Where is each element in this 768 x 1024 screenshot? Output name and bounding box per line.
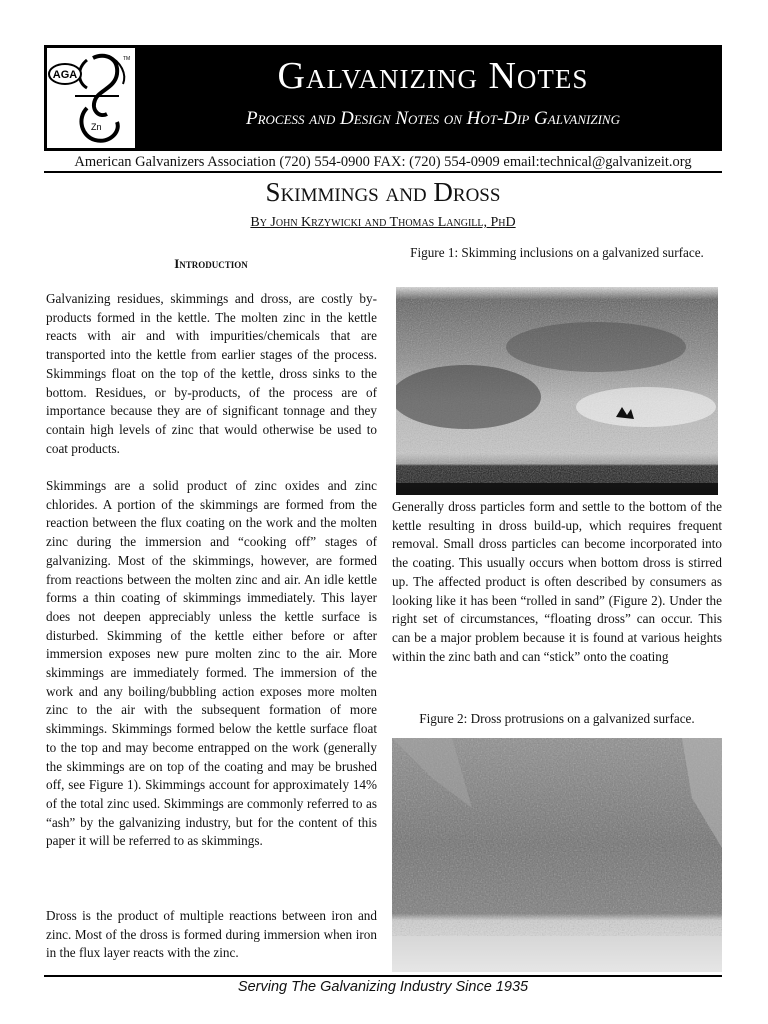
header-banner — [44, 45, 722, 151]
dross-photo-image — [392, 738, 722, 972]
svg-text:AGA: AGA — [52, 69, 78, 81]
skimming-photo-image — [396, 287, 718, 495]
paragraph-dross-continued: Generally dross particles form and settle to the bottom of the kettle resulting in dross build-up, which requires frequent removal. Small dross particles can become incorporated into the coating. This usually occurs when bottom dross is stirred up. The affected product is often described by consumers as looking like it has been “rolled in sand” (Figure 2). Under the right set of circumstances, “floating dross” can occur. This can be a major problem because it is found at various heights within the zinc bath and can “stick” onto the coating — [392, 499, 722, 664]
contact-line: American Galvanizers Association (720) 554-0900 FAX: (720) 554-0909 email:technical@galvanizeit.org — [74, 154, 692, 170]
figure2-caption: Figure 2: Dross protrusions on a galvanized surface. — [419, 711, 695, 726]
newsletter-subtitle: Process and Design Notes on Hot-Dip Galvanizing — [246, 108, 620, 129]
article-byline: By John Krzywicki and Thomas Langill, PhD — [250, 215, 516, 230]
paragraph-intro: Galvanizing residues, skimmings and dross, are costly by-products formed in the kettle. The molten zinc in the kettle reacts with air and with impurities/chemicals that are transported into the kettle from earlier stages of the process. Skimmings float on the top of the kettle, dross sinks to the bottom. Residues, or by-products, of the process are of importance because they are of significant tonnage and they contain high levels of zinc that would otherwise be used to coat products. — [46, 291, 377, 456]
svg-text:TM: TM — [123, 56, 131, 62]
paragraph-dross: Dross is the product of multiple reactions between iron and zinc. Most of the dross is formed during immersion when iron in the flux layer reacts with the zinc. — [46, 908, 377, 961]
article-title: Skimmings and Dross — [265, 177, 501, 207]
figure1-caption: Figure 1: Skimming inclusions on a galvanized surface. — [410, 245, 704, 260]
section-heading-introduction: Introduction — [174, 256, 248, 271]
svg-text:Zn: Zn — [91, 122, 102, 132]
paragraph-skimmings: Skimmings are a solid product of zinc oxides and zinc chlorides. A portion of the skimmings are formed from the reaction between the flux coating on the work and the molten zinc during the immersion and “cooking off” stages of galvanizing. Most of the skimmings, however, are formed from reactions between the molten zinc and air. An idle kettle forms a thin coating of skimmings immediately. This layer does not deepen appreciably unless the kettle surface is disturbed. Skimming of the kettle either before or after immersion exposes new pure molten zinc to the air. More skimmings are immediately formed. The immersion of the work and any boiling/bubbling action exposes more molten zinc to the air with the subsequent formation of more skimmings. Skimmings formed below the kettle surface float to the top and may become entrapped on the work (generally the skimmings are on top of the coating and may be brushed off, see Figure 1). Skimmings account for approximately 14% of the total zinc used. Skimmings are commonly referred to as “ash” by the galvanizing industry, but for the content of this paper it will be referred to as skimmings. — [46, 478, 377, 849]
figure1-photo — [396, 287, 718, 495]
figure2-photo — [392, 738, 722, 972]
aga-logo — [47, 48, 135, 148]
newsletter-title: Galvanizing Notes — [277, 55, 589, 97]
footer-rule — [44, 975, 722, 977]
header-rule — [44, 171, 722, 173]
footer-tagline: Serving The Galvanizing Industry Since 1935 — [237, 979, 529, 995]
aga-logo-icon — [47, 48, 135, 148]
